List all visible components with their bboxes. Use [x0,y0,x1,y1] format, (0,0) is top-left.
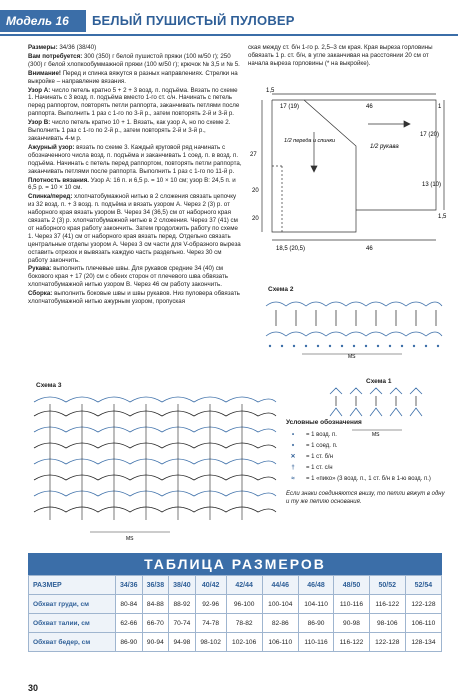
table-cell: 98-106 [369,614,405,633]
legend-item: ∘ = 1 соед. п. [286,442,446,451]
instruction-paragraph: Плотность вязания. Узор А: 16 п. и 6,5 р. = 10 × 10 см; узор В: 24,5 п. и 6,5 р. = 10 × 10 см. [28,176,236,192]
size-col: 36/38 [142,576,169,595]
label-half-sleeve: 1/2 рукава [370,144,399,150]
table-row [29,614,442,633]
label-half-front: 1/2 переда и спинки [284,138,336,144]
legend-item: † = 1 ст. с/н [286,464,446,473]
row-label: Обхват бедер, см [29,633,116,652]
table-cell: 78-82 [226,614,262,633]
table-cell: 96-100 [226,595,262,614]
page-number: 30 [28,683,39,693]
table-cell: 98-102 [195,633,226,652]
table-cell: 70-74 [169,614,196,633]
size-col: 44/46 [262,576,298,595]
crochet-chart-3 [30,392,278,542]
header [0,0,458,42]
dim-18-5: 18,5 (20,5) [276,246,306,252]
size-table-title: ТАБЛИЦА РАЗМЕРОВ [28,553,442,575]
single-crochet-icon: ✕ [290,454,296,460]
table-cell: 122-128 [369,633,405,652]
sleeve-outline [304,100,436,210]
size-col: 46/48 [298,576,333,595]
instruction-paragraph: Внимание! Перед и спинка вяжутся в разных направлениях. Стрелки на выкройке – направление вязания. [28,69,238,85]
dim-13-10: 13 (10) [422,182,442,188]
size-header-label: РАЗМЕР [29,576,116,595]
table-cell: 94-98 [169,633,196,652]
table-cell: 80-84 [116,595,143,614]
dim-17-20: 17 (20) [420,132,440,138]
table-cell: 90-98 [334,614,369,633]
table-cell: 88-92 [169,595,196,614]
header-divider [0,34,458,36]
instruction-paragraph: Узор В: число петель кратно 10 + 1. Вязать, как узор А, но по схеме 2. Выполнить 1 раз с 1-го по 2-й р., затем повторять 2-й и 3-й р., заканчивать 4-м р. [28,119,231,142]
dim-20-lower: 20 [252,216,259,222]
table-row [29,595,442,614]
table-header-row [29,576,442,595]
table-cell: 122-128 [405,595,441,614]
table-row [29,633,442,652]
instruction-paragraph: ская между ст. б/н 1-го р. 2,5–3 см края. Края выреза горловины обвязать 1 р. ст. б/н, в угле заканчивая на расстоянии 20 см от начала выреза горловины (* на выкройке). [248,44,433,67]
table-cell: 82-86 [262,614,298,633]
chart-2-ms: MS [348,354,356,358]
instruction-paragraph: Ажурный узор: вязать по схеме 3. Каждый круговой ряд начинать с обозначенного числа возд. п. подъёма и заканчивать 1 соед. п. в возд. п. подъёма. Начинать с петель перед раппортом, повторять петли раппорта, заканчивать петлями после раппорта. Выполнить 1 раз с 1-го по 11-й р. [28,143,242,175]
dim-27: 27 [250,152,257,158]
size-table [28,553,442,652]
instruction-paragraph: Размеры: 34/36 (38/40) [28,44,97,51]
table-cell: 62-66 [116,614,143,633]
garment-pattern-diagram [248,86,448,266]
size-col: 50/52 [369,576,405,595]
legend-item: • = 1 возд. п. [286,431,446,440]
instructions-column [28,44,242,307]
table-cell: 110-116 [298,633,333,652]
instruction-paragraph: Спинка/перед: хлопчатобумажной нитью в 2 сложения связать цепочку из 32 возд. п. + 3 возд. п. подъёма и вязать узором А. Через 2 (3) р. от наборного края вязать узором В. Через 34 (36,5) см от наборного края связать 2 (3) р. хлопчатобумажной нитью в 2 сложения. Через 37 (41) см от наборного края работу закончить. Затем продолжить работу по схеме 1. Через 37 (41) см от наборного края вязать перед. Отдельно связать центральные отделы узором А. Через 3 см части для V-образного выреза оставить отрезок и вывязать каждую часть раздельно. Через 30 см работу закончить. [28,193,241,264]
dim-1: 1 [438,104,442,110]
dim-1-5: 1,5 [438,214,447,220]
table-cell: 90-94 [142,633,169,652]
table-cell: 128-134 [405,633,441,652]
chart-1-ms: MS [372,432,380,438]
schema-3-label: Схема 3 [36,382,62,389]
page-title: БЕЛЫЙ ПУШИСТЫЙ ПУЛОВЕР [92,13,295,28]
size-col: 34/36 [116,576,143,595]
dim-top-mark: 1,5 [266,88,275,94]
legend-title: Условные обозначения [286,419,362,426]
model-badge: Модель 16 [0,10,86,32]
schema-1-label: Схема 1 [366,378,392,385]
size-col: 38/40 [169,576,196,595]
legend-note: Если знаки соединяются внизу, то петли вяжут в одну и ту же петлю основания. [286,491,445,505]
table-cell: 86-90 [298,614,333,633]
legend [286,418,446,506]
chart-3-ms: MS [126,536,134,542]
size-col: 48/50 [334,576,369,595]
picot-icon: ≈ [291,476,295,482]
legend-item: ✕ = 1 ст. б/н [286,453,446,462]
size-col: 42/44 [226,576,262,595]
chain-stitch-icon: • [291,432,295,438]
dim-17-19: 17 (19) [280,104,300,110]
legend-item: ≈ = 1 «пико» (3 возд. п., 1 ст. б/н в 1-ю возд. п.) [286,475,446,484]
table-cell: 116-122 [369,595,405,614]
size-table-grid [28,575,442,652]
chart-2-motifs [266,302,442,347]
dim-46-top: 46 [366,104,373,110]
row-label: Обхват талии, см [29,614,116,633]
table-cell: 106-110 [405,614,441,633]
table-cell: 74-78 [195,614,226,633]
size-col: 52/54 [405,576,441,595]
instruction-paragraph: Узор А: число петель кратно 5 + 2 + 3 возд. п. подъёма. Вязать по схеме 1. Начинать с 3 возд. п. подъёма вместо 1-го ст. с/н. Начинать с петель перед раппортом, повторять петли раппорта, заканчивать петлями после раппорта. Выполнить 1 раз с 1-го по 3-й р., затем повторять 2-й и 3-й р. [28,86,240,118]
dim-20-upper: 20 [252,188,259,194]
crochet-chart-2 [262,296,444,358]
table-cell: 84-88 [142,595,169,614]
table-cell: 106-110 [262,633,298,652]
schema-2-label: Схема 2 [268,286,294,293]
dim-46-bottom: 46 [366,246,373,252]
table-cell: 104-110 [298,595,333,614]
row-label: Обхват груди, см [29,595,116,614]
table-cell: 116-122 [334,633,369,652]
instruction-paragraph: Вам потребуется: 300 (350) г белой пушистой пряжи (100 м/50 г); 250 (300) г белой хлопкообуммажной пряжи (100 м/50 г); крючок № 3,5 и № 5. [28,52,240,68]
instructions-continued [248,44,438,68]
instruction-paragraph: Рукава: выполнить плечевые швы. Для рукавов средние 34 (40) см бокового края + 17 (20) см с обеих сторон от плечевого шва обвязать хлопчатобумажной нитью узором В. Через 46 см работу закончить. [28,265,229,289]
slip-stitch-icon: ∘ [291,443,295,449]
table-cell: 110-116 [334,595,369,614]
table-cell: 86-90 [116,633,143,652]
table-cell: 92-96 [195,595,226,614]
table-cell: 66-70 [142,614,169,633]
size-col: 40/42 [195,576,226,595]
table-cell: 102-106 [226,633,262,652]
instruction-paragraph: Сборка: выполнить боковые швы и швы рукавов. Низ пуловера обвязать хлопчатобумажной нитью ажурным узором, пропуская [28,290,240,306]
table-cell: 100-104 [262,595,298,614]
double-crochet-icon: † [291,465,295,471]
